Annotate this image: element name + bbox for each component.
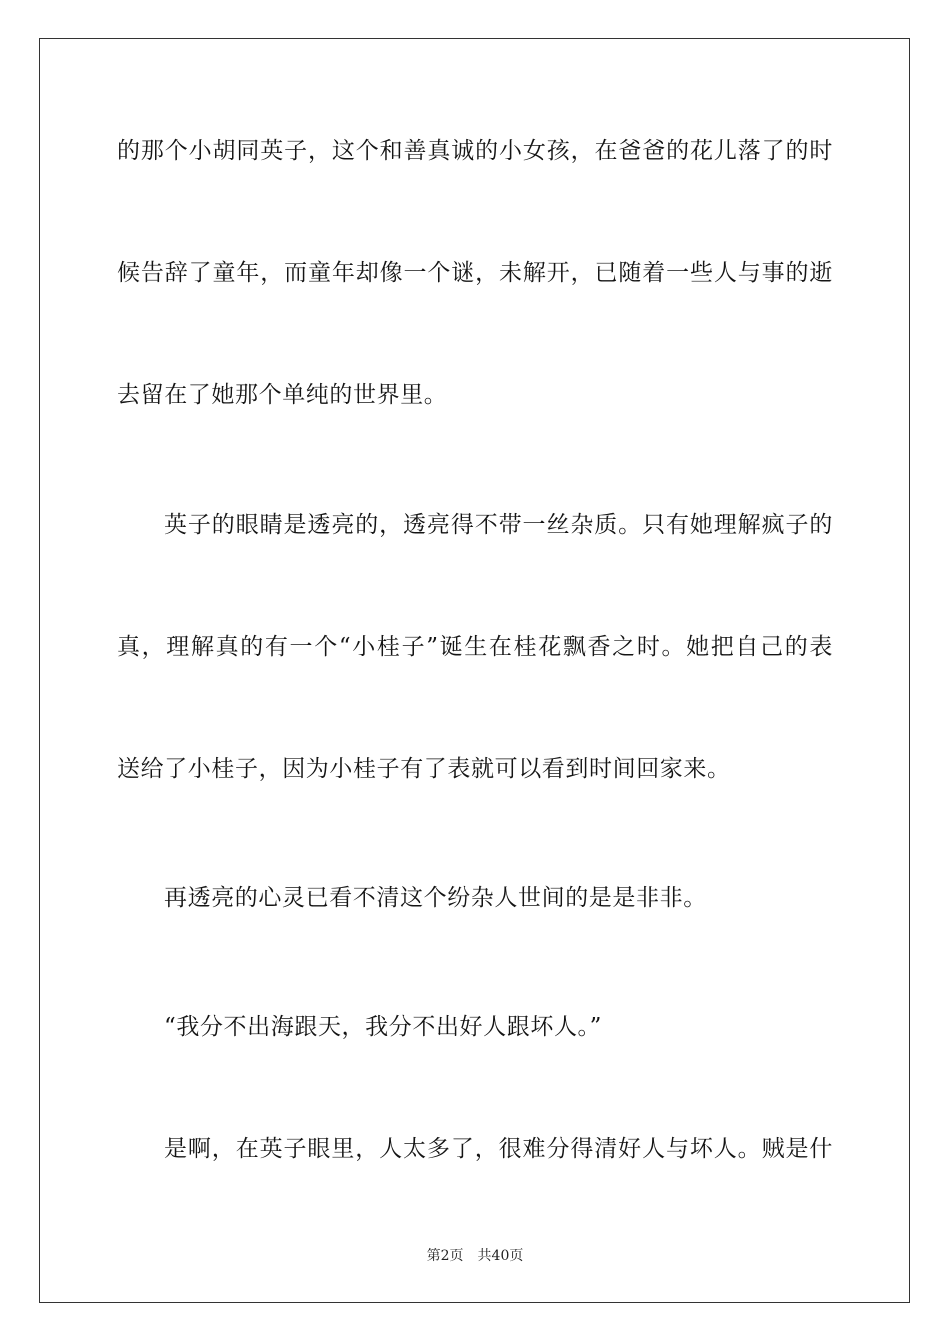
text-line: 的那个小胡同英子，这个和善真诚的小女孩，在爸爸的花儿落了的时 <box>117 138 833 164</box>
paragraph-start-line: 再透亮的心灵已看不清这个纷杂人世间的是是非非。 <box>164 885 707 911</box>
quote-line: “我分不出海跟天，我分不出好人跟坏人。” <box>164 1014 603 1040</box>
page-border <box>39 38 910 1303</box>
page-footer <box>0 1247 950 1265</box>
paragraph-start-line: 是啊，在英子眼里，人太多了，很难分得清好人与坏人。贼是什 <box>164 1136 833 1162</box>
text-line: 真，理解真的有一个“小桂子”诞生在桂花飘香之时。她把自己的表 <box>117 634 833 660</box>
text-line: 送给了小桂子，因为小桂子有了表就可以看到时间回家来。 <box>117 756 731 782</box>
page-number: 第2页 <box>426 1248 464 1264</box>
total-pages: 共40页 <box>477 1248 524 1264</box>
text-line: 去留在了她那个单纯的世界里。 <box>117 382 448 408</box>
text-line: 候告辞了童年，而童年却像一个谜，未解开，已随着一些人与事的逝 <box>117 260 833 286</box>
paragraph-start-line: 英子的眼睛是透亮的，透亮得不带一丝杂质。只有她理解疯子的 <box>164 512 833 538</box>
